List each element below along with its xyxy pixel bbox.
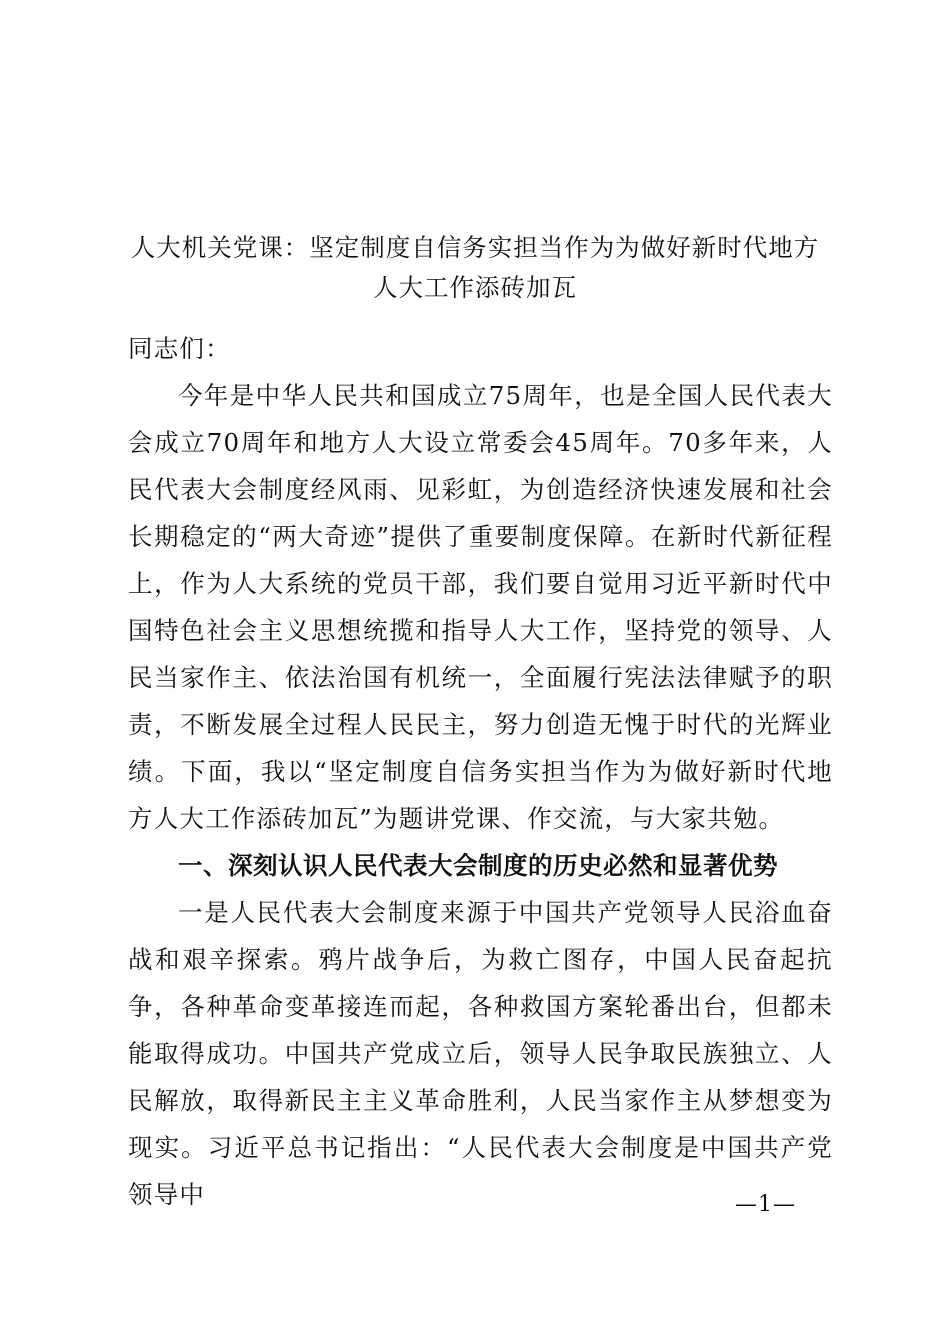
title-line-1: 人大机关党课：坚定制度自信务实担当作为为做好新时代地方 [130,233,820,262]
title-line-2: 人大工作添砖加瓦 [373,273,577,302]
page-number: —1— [735,1192,796,1217]
section-heading-1: 一、深刻认识人民代表大会制度的历史必然和显著优势 [178,851,778,880]
document-title [110,228,840,308]
salutation: 同志们： [128,334,231,363]
paragraph-section-1: 一是人民代表大会制度来源于中国共产党领导人民浴血奋战和艰辛探索。鸦片战争后，为救亡图存，中国人民奋起抗争，各种革命变革接连而起，各种救国方案轮番出台，但都未能取得成功。中国共产党成立后，领导人民争取民族独立、人民解放，取得新民主主义革命胜利，人民当家作主从梦想变为现实。习近平总书记指出：“人民代表大会制度是中国共产党领导中 [128,898,833,1209]
paragraph-intro: 今年是中华人民共和国成立75周年，也是全国人民代表大会成立70周年和地方人大设立常委会45周年。70多年来，人民代表大会制度经风雨、见彩虹，为创造经济快速发展和社会长期稳定的“两大奇迹”提供了重要制度保障。在新时代新征程上，作为人大系统的党员干部，我们要自觉用习近平新时代中国特色社会主义思想统揽和指导人大工作，坚持党的领导、人民当家作主、依法治国有机统一，全面履行宪法法律赋予的职责，不断发展全过程人民民主，努力创造无愧于时代的光辉业绩。下面，我以“坚定制度自信务实担当作为为做好新时代地方人大工作添砖加瓦”为题讲党课、作交流，与大家共勉。 [128,381,833,833]
document-body [128,325,833,1218]
